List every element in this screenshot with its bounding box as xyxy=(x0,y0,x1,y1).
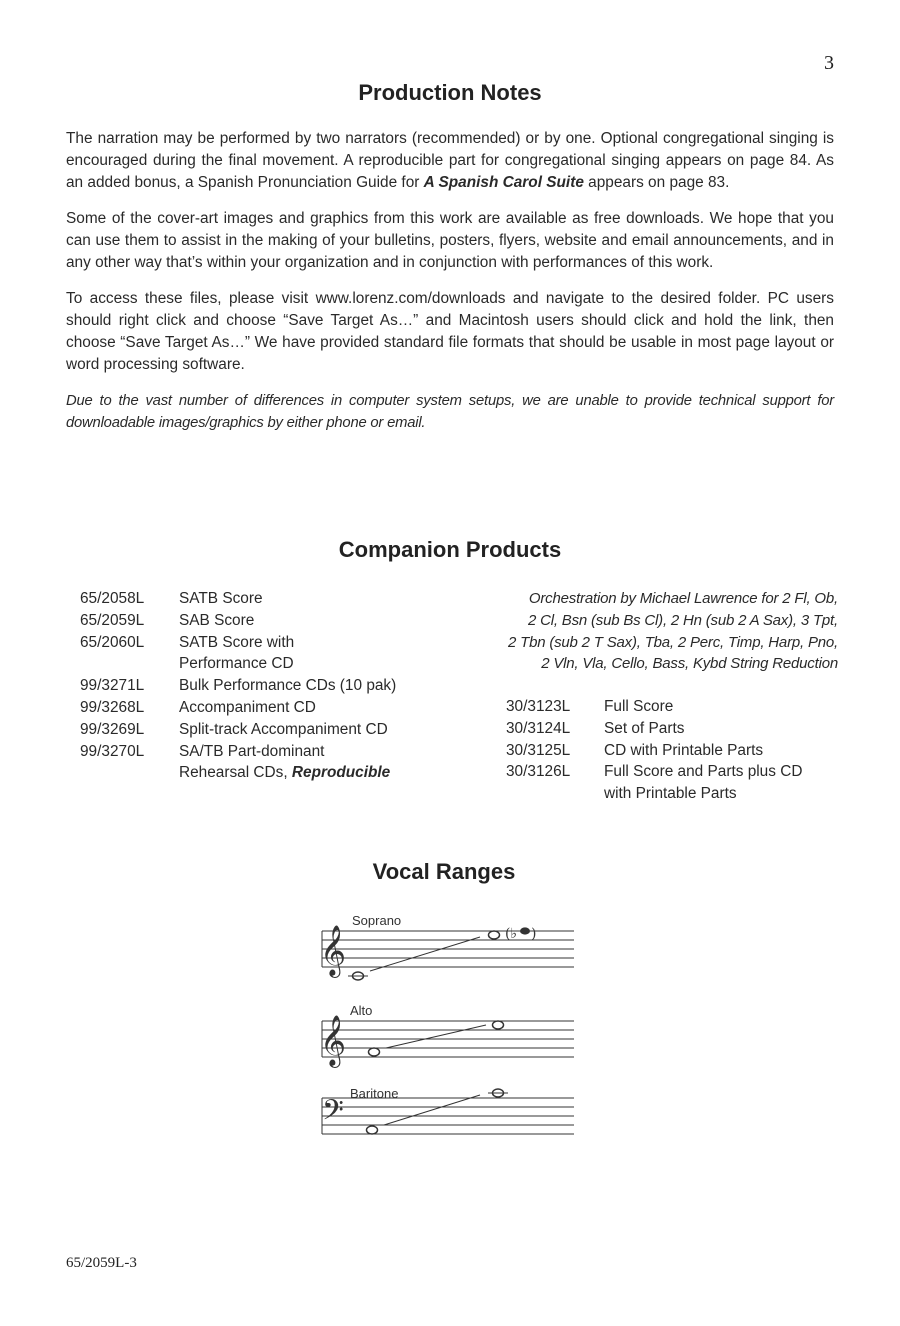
product-desc: Set of Parts xyxy=(604,719,685,737)
notes-p1-text-end: appears on page 83. xyxy=(583,174,730,191)
notes-paragraph-1 xyxy=(66,128,834,194)
work-title: A Spanish Carol Suite xyxy=(423,174,584,191)
treble-clef-icon: 𝄞 xyxy=(320,1015,347,1066)
footer-code: 65/2059L-3 xyxy=(66,1255,137,1271)
production-notes-title: Production Notes xyxy=(358,80,542,105)
product-code: 65/2059L xyxy=(80,611,145,629)
choral-products-list xyxy=(80,588,440,784)
product-code xyxy=(80,762,179,784)
product-desc: Accompaniment CD xyxy=(179,698,316,716)
paren-close-icon: ) xyxy=(531,926,537,942)
product-code: 30/3124L xyxy=(506,719,571,737)
vocal-ranges-figure xyxy=(312,905,582,1150)
product-row xyxy=(80,762,440,784)
reproducible-label: Reproducible xyxy=(291,764,391,782)
product-row xyxy=(80,675,440,697)
product-desc: Full Score xyxy=(604,698,674,715)
product-desc: SAB Score xyxy=(179,611,255,629)
orchestra-products-list xyxy=(506,696,836,805)
notes-disclaimer: Due to the vast number of differences in computer system setups, we are unable to provide technical support for downloadable images/graphics by either phone or email. xyxy=(66,393,834,431)
product-code xyxy=(80,653,179,675)
product-code: 30/3123L xyxy=(506,698,571,715)
product-row xyxy=(80,719,440,741)
orchestration-line: 2 Vln, Vla, Cello, Bass, Kybd String Reduction xyxy=(541,655,838,673)
product-code: 65/2060L xyxy=(80,633,145,651)
notes-paragraph-3: To access these files, please visit www.lorenz.com/downloads and navigate to the desired folder. PC users should right click and choose “Save Target As…” and Macintosh users should click and hold the link, then choose “Save Target As…” We have provided standard file formats that should be usable in most page layout or word processing software. xyxy=(66,290,834,373)
notes-paragraph-2: Some of the cover-art images and graphics from this work are available as free downloads. We hope that you can use them to assist in the making of your bulletins, posters, flyers, website and email announcements, and in any other way that’s within your organization and in conjunction with performances of this work. xyxy=(66,210,834,271)
soprano-label: Soprano xyxy=(352,913,402,928)
product-code: 99/3271L xyxy=(80,677,145,695)
companion-products-title: Companion Products xyxy=(338,537,562,562)
flat-note-icon: (♭ xyxy=(505,926,518,942)
product-code: 99/3270L xyxy=(80,742,145,760)
product-desc: with Printable Parts xyxy=(604,785,737,803)
alto-staff xyxy=(322,1021,574,1057)
product-row xyxy=(506,740,836,762)
orchestration-line: 2 Tbn (sub 2 T Sax), Tba, 2 Perc, Timp, Harp, Pno, xyxy=(508,633,838,651)
optional-note-icon xyxy=(520,927,530,934)
product-desc: Full Score and Parts plus CD xyxy=(604,763,803,781)
product-row xyxy=(506,783,836,805)
product-desc: SATB Score xyxy=(179,590,263,607)
notes-p1-text: The narration may be performed by two narrators (recommended) or by one. Optional congregational singing is encouraged during the final movement. A reproducible part for congregational singing appears on page 84. As an added bonus, a Spanish Pronunciation Guide for xyxy=(66,130,834,191)
baritone-staff xyxy=(322,1098,574,1134)
product-desc: Bulk Performance CDs (10 pak) xyxy=(179,677,397,695)
treble-clef-icon: 𝄞 xyxy=(320,925,347,976)
product-desc: Split-track Accompaniment CD xyxy=(179,720,388,738)
baritone-label: Baritone xyxy=(350,1086,399,1101)
product-code: 99/3269L xyxy=(80,720,145,738)
product-desc: Performance CD xyxy=(179,655,294,673)
page-number: 3 xyxy=(824,52,834,74)
product-row xyxy=(80,697,440,719)
orchestration-line: Orchestration by Michael Lawrence for 2 Fl, Ob, xyxy=(528,590,838,607)
product-code: 99/3268L xyxy=(80,698,145,716)
product-desc: SA/TB Part-dominant xyxy=(179,742,325,760)
product-row xyxy=(80,588,440,610)
product-row xyxy=(506,761,836,783)
vocal-ranges-title: Vocal Ranges xyxy=(372,859,516,884)
bass-clef-icon: 𝄢 xyxy=(322,1094,344,1134)
product-row xyxy=(80,632,440,654)
orchestration-line: 2 Cl, Bsn (sub Bs Cl), 2 Hn (sub 2 A Sax), 3 Tpt, xyxy=(527,611,838,629)
product-code: 30/3125L xyxy=(506,741,571,759)
product-row xyxy=(506,718,836,740)
orchestration-description xyxy=(470,588,838,675)
alto-label: Alto xyxy=(350,1003,373,1018)
product-code: 65/2058L xyxy=(80,590,145,607)
product-desc: SATB Score with xyxy=(179,633,295,651)
production-notes-body xyxy=(66,128,834,448)
product-code: 30/3126L xyxy=(506,763,571,781)
product-row xyxy=(506,696,836,718)
product-row xyxy=(80,741,440,763)
product-row xyxy=(80,653,440,675)
product-desc: CD with Printable Parts xyxy=(604,741,764,759)
soprano-notes xyxy=(348,931,500,980)
product-code xyxy=(506,783,604,805)
product-row xyxy=(80,610,440,632)
rehearsal-cds-text: Rehearsal CDs, xyxy=(179,764,292,782)
product-desc xyxy=(179,762,440,784)
